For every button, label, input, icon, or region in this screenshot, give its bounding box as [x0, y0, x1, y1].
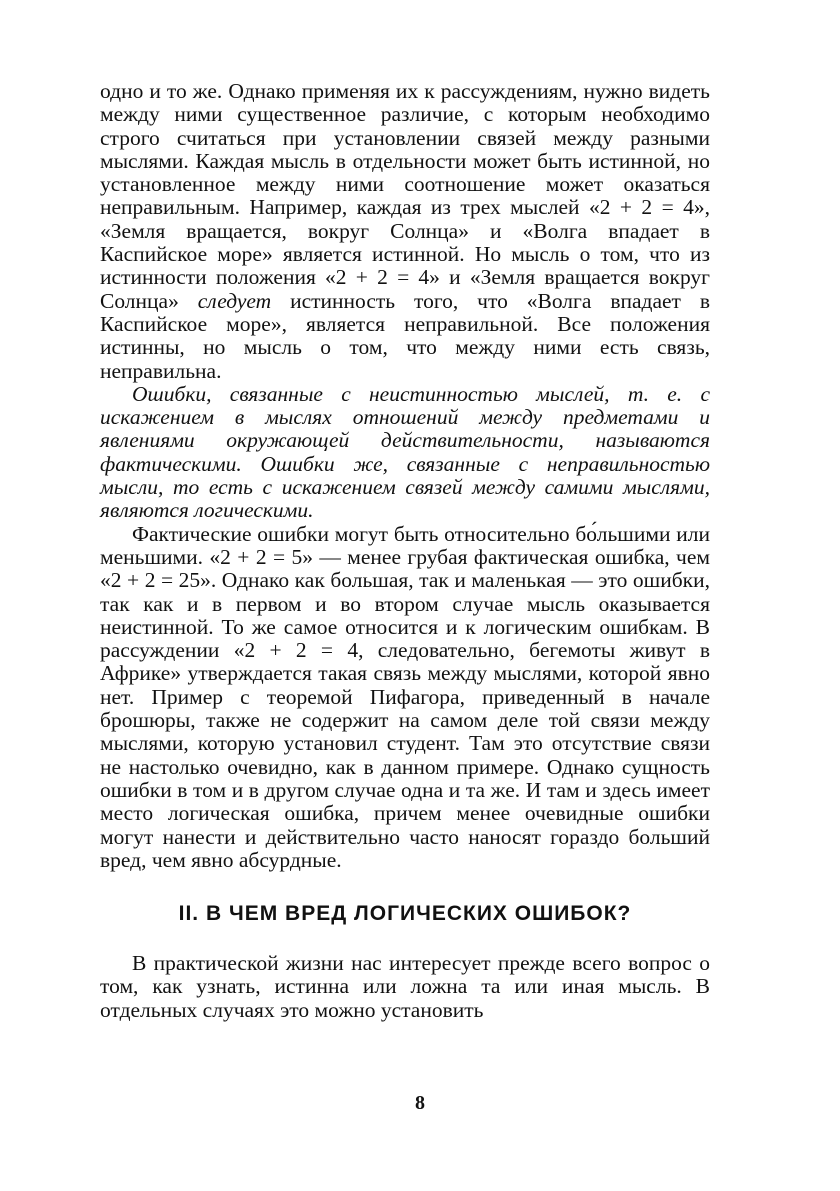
paragraph-2-definition: Ошибки, связанные с неистинностью мыслей, т. е. с искажением в мыслях отношений между предметами и явлениями окружающей действительности, называются фактическими. Ошибки же, связанные с неправильностью мысли, то есть с искажением связей между самими мыслями, являются логическими. [100, 381, 710, 523]
paragraph-4: В практической жизни нас интересует прежде всего вопрос о том, как узнать, истинна или ложна та или иная мысль. В отдельных случаях это можно установить [100, 951, 710, 1022]
paragraph-1-text: одно и то же. Однако применяя их к рассуждениям, нужно видеть между ними существенное различие, с которым необходимо строго считаться при установлении связей между разными мыслями. Каждая мысль в отдельности может быть истинной, но установленное между ними соотношение может оказаться неправильным. Например, каждая из трех мыслей «2 + 2 = 4», «Земля вращается, вокруг Солнца» и «Волга впадает в Каспийское море» является истинной. Но мысль о том, что из истинности положения «2 + 2 = 4» и «Земля вращается вокруг Солнца» [100, 79, 710, 313]
page-body [100, 80, 710, 1022]
paragraph-1 [100, 80, 710, 383]
section-heading: II. В ЧЕМ ВРЕД ЛОГИЧЕСКИХ ОШИБОК? [178, 902, 632, 926]
paragraph-3: Фактические ошибки могут быть относительно бо́льшими или меньшими. «2 + 2 = 5» — менее грубая фактическая ошибка, чем «2 + 2 = 25». Однако как большая, так и маленькая — это ошибки, так как и в первом и во втором случае мысль оказывается неистинной. То же самое относится и к логическим ошибкам. В рассуждении «2 + 2 = 4, следовательно, бегемоты живут в Африке» утверждается такая связь между мыслями, которой явно нет. Пример с теоремой Пифагора, приведенный в начале брошюры, также не содержит на самом деле той связи между мыслями, которую установил студент. Там это отсутствие связи не настолько очевидно, как в данном примере. Однако сущность ошибки в том и в другом случае одна и та же. И там и здесь имеет место логическая ошибка, причем менее очевидные ошибки могут нанести и действительно часто наносят гораздо больший вред, чем явно абсурдные. [100, 521, 710, 872]
page-number: 8 [415, 1092, 425, 1114]
paragraph-1-emphasis: следует [197, 288, 272, 313]
paragraph-1-end: истинность того, что «Волга впадает в Каспийское море», является неправильной. Все положения истинны, но мысль о том, что между ними есть связь, неправильна. [100, 288, 711, 383]
